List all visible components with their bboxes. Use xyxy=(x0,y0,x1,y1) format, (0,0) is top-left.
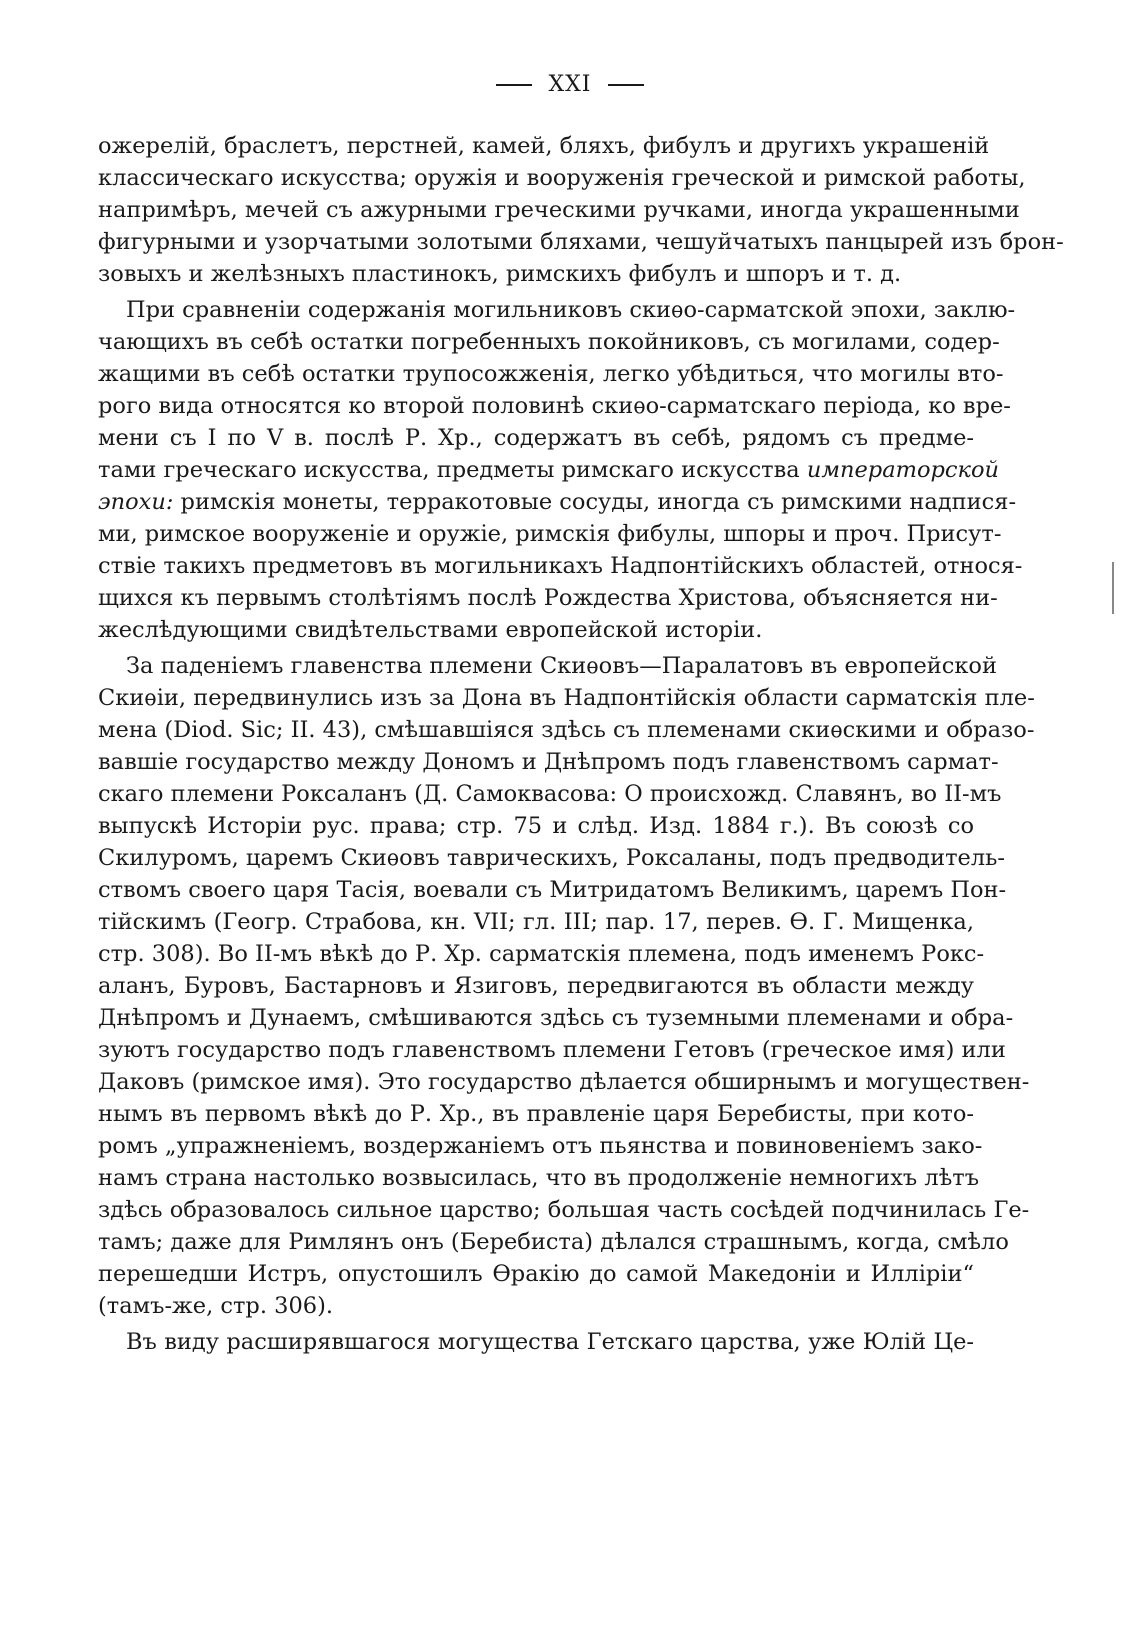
text-line: напримѣръ, мечей съ ажурными греческими ручками, иногда украшенными xyxy=(98,197,1020,223)
text-line: здѣсь образовалось сильное царство; большая часть сосѣдей подчинилась Ге- xyxy=(98,1197,1030,1223)
text-line: Въ виду расширявшагося могущества Гетскаго царства, уже Юлій Це- xyxy=(126,1329,974,1355)
italic-segment: императорской xyxy=(806,457,999,483)
text-line: щихся къ первымъ столѣтіямъ послѣ Рождества Христова, объясняется ни- xyxy=(98,585,998,611)
text-line: жащими въ себѣ остатки трупосожженія, легко убѣдиться, что могилы вто- xyxy=(98,361,1004,387)
text-line: стр. 308). Во II-мъ вѣкѣ до Р. Хр. сарматскія племена, подъ именемъ Рокс- xyxy=(98,941,985,967)
text-line-mixed xyxy=(98,486,1017,518)
text-line: Скиѳіи, передвинулись изъ за Дона въ Надпонтійскія области сарматскія пле- xyxy=(98,685,1035,711)
text-line: При сравненіи содержанія могильниковъ скиѳо-сарматской эпохи, заклю- xyxy=(126,297,1016,323)
text-line: намъ страна настолько возвысилась, что въ продолженіе немногихъ лѣтъ xyxy=(98,1165,980,1191)
page-number: XXI xyxy=(548,72,592,97)
header-dash-left xyxy=(496,84,532,86)
text-line: (тамъ-же, стр. 306). xyxy=(98,1293,334,1319)
italic-segment: эпохи: xyxy=(98,489,174,515)
margin-mark xyxy=(1112,562,1114,614)
text-line: рого вида относятся ко второй половинѣ скиѳо-сарматскаго періода, ко вре- xyxy=(98,393,1011,419)
text-line: аланъ, Буровъ, Бастарновъ и Язиговъ, передвигаются въ области между xyxy=(98,973,974,999)
text-line: мена (Diod. Sic; II. 43), смѣшавшіяся здѣсь съ племенами скиѳскими и образо- xyxy=(98,717,1035,743)
text-line: ожерелій, браслетъ, перстней, камей, бляхъ, фибулъ и другихъ украшеній xyxy=(98,133,990,159)
text-line: зуютъ государство подъ главенствомъ племени Гетовъ (греческое имя) или xyxy=(98,1037,1006,1063)
page-header xyxy=(0,72,1140,97)
text-line: тамъ; даже для Римлянъ онъ (Беребиста) дѣлался страшнымъ, когда, смѣло xyxy=(98,1229,1009,1255)
text-line: За паденіемъ главенства племени Скиѳовъ—Паралатовъ въ европейской xyxy=(126,653,997,679)
text-line: ствомъ своего царя Тасія, воевали съ Митридатомъ Великимъ, царемъ Пон- xyxy=(98,877,1007,903)
body-text xyxy=(98,130,1064,1358)
text-line: чающихъ въ себѣ остатки погребенныхъ покойниковъ, съ могилами, содер- xyxy=(98,329,1000,355)
text-line: тійскимъ (Геогр. Страбова, кн. VII; гл. III; пар. 17, перев. Ѳ. Г. Мищенка, xyxy=(98,909,974,935)
text-line: зовыхъ и желѣзныхъ пластинокъ, римскихъ фибулъ и шпоръ и т. д. xyxy=(98,261,902,287)
text-line: ствіе такихъ предметовъ въ могильникахъ Надпонтійскихъ областей, относя- xyxy=(98,553,1023,579)
text-line: выпускѣ Исторіи рус. права; стр. 75 и слѣд. Изд. 1884 г.). Въ союзѣ со xyxy=(98,813,974,839)
text-line: вавшіе государство между Дономъ и Днѣпромъ подъ главенствомъ сармат- xyxy=(98,749,999,775)
text-line: Днѣпромъ и Дунаемъ, смѣшиваются здѣсь съ туземными племенами и обра- xyxy=(98,1005,1014,1031)
text-line: ромъ „упражненіемъ, воздержаніемъ отъ пьянства и повиновеніемъ зако- xyxy=(98,1133,983,1159)
text-line: Скилуромъ, царемъ Скиѳовъ таврическихъ, Роксаланы, подъ предводитель- xyxy=(98,845,1005,871)
text-line: скаго племени Роксаланъ (Д. Самоквасова: О происхожд. Славянъ, во II-мъ xyxy=(98,781,1002,807)
text-line: ми, римское вооруженіе и оружіе, римскія фибулы, шпоры и проч. Присут- xyxy=(98,521,1002,547)
header-dash-right xyxy=(608,84,644,86)
text-line: фигурными и узорчатыми золотыми бляхами, чешуйчатыхъ панцырей изъ брон- xyxy=(98,229,1064,255)
text-line: классическаго искусства; оружія и вооруженія греческой и римской работы, xyxy=(98,165,1026,191)
text-segment: тами греческаго искусства, предметы римскаго искусства xyxy=(98,457,800,483)
text-line-mixed xyxy=(98,454,999,486)
text-line: мени съ I по V в. послѣ Р. Хр., содержатъ въ себѣ, рядомъ съ предме- xyxy=(98,425,974,451)
text-line: Даковъ (римское имя). Это государство дѣлается обширнымъ и могуществен- xyxy=(98,1069,1030,1095)
text-line: перешедши Истръ, опустошилъ Ѳракію до самой Македоніи и Илліріи“ xyxy=(98,1261,974,1287)
text-segment: римскія монеты, терракотовые сосуды, иногда съ римскими надпися- xyxy=(173,489,1017,515)
text-line: жеслѣдующими свидѣтельствами европейской исторіи. xyxy=(98,617,763,643)
text-line: нымъ въ первомъ вѣкѣ до Р. Хр., въ правленіе царя Беребисты, при кото- xyxy=(98,1101,974,1127)
